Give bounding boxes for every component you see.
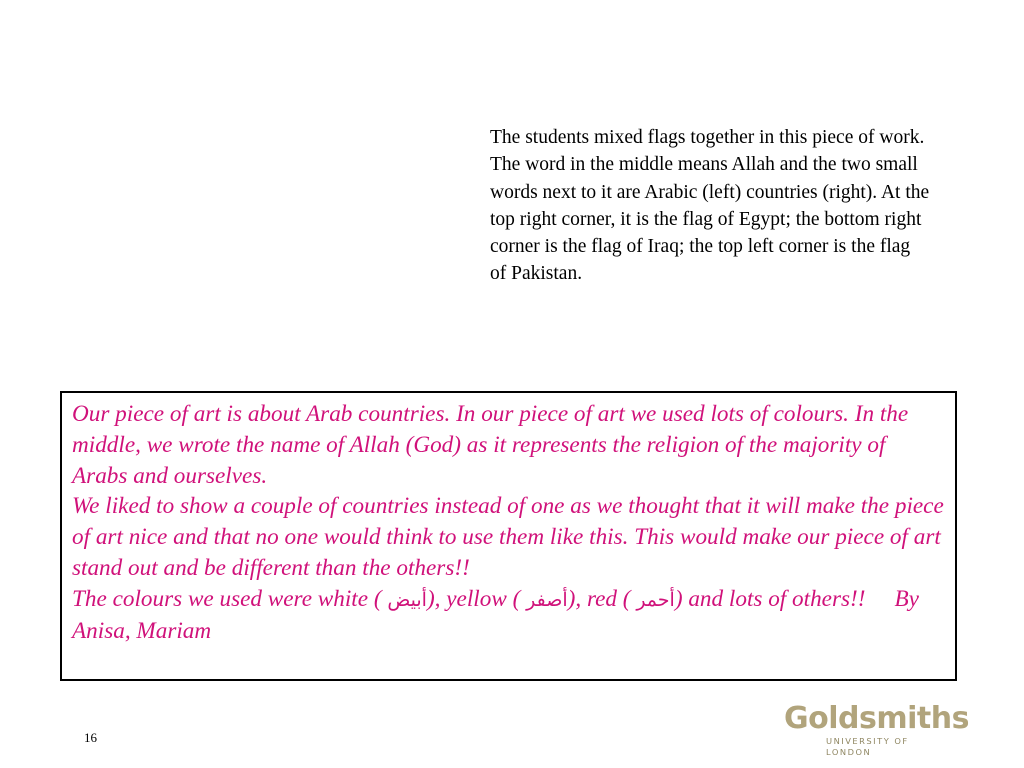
colours-yellow-text: ), yellow ( (426, 585, 521, 612)
colours-red-text: ), red ( (567, 585, 631, 612)
logo-wordmark: Goldsmiths (784, 701, 969, 736)
quote-paragraph-1: Our piece of art is about Arab countries. In our piece of art we used lots of colours. In the middle, we wrote the name of Allah (God) as it represents the religion of the majority of Arabs and ourselves. (72, 401, 909, 489)
student-quote-box (60, 391, 957, 681)
logo-subtitle: UNIVERSITY OF LONDON (826, 736, 909, 757)
slide-number: 16 (84, 730, 97, 745)
colours-intro-text: The colours we used were white ( (72, 585, 382, 612)
arabic-word-red: أحمر (636, 588, 675, 611)
arabic-word-yellow: أصفر (526, 588, 568, 611)
flag-description-text: The students mixed flags together in this piece of work. The word in the middle means Allah and the two small words next to it are Arabic (left) countries (right). At the top right corner, it is the flag of Egypt; the bottom right corner is the flag of Iraq; the top left corner is the flag of Pakistan. (490, 127, 930, 285)
goldsmiths-logo (784, 701, 969, 758)
quote-paragraph-3 (72, 584, 945, 647)
authors-credit: By Anisa, Mariam (72, 585, 919, 644)
quote-paragraph-2: We liked to show a couple of countries instead of one as we thought that it will make the piece of art nice and that no one would think to use them like this. This would make our piece of art stand out and be different than the others!! (72, 493, 944, 581)
arabic-word-white: أبيض (387, 588, 427, 611)
colours-outro-text: ) and lots of others!! (674, 585, 866, 612)
